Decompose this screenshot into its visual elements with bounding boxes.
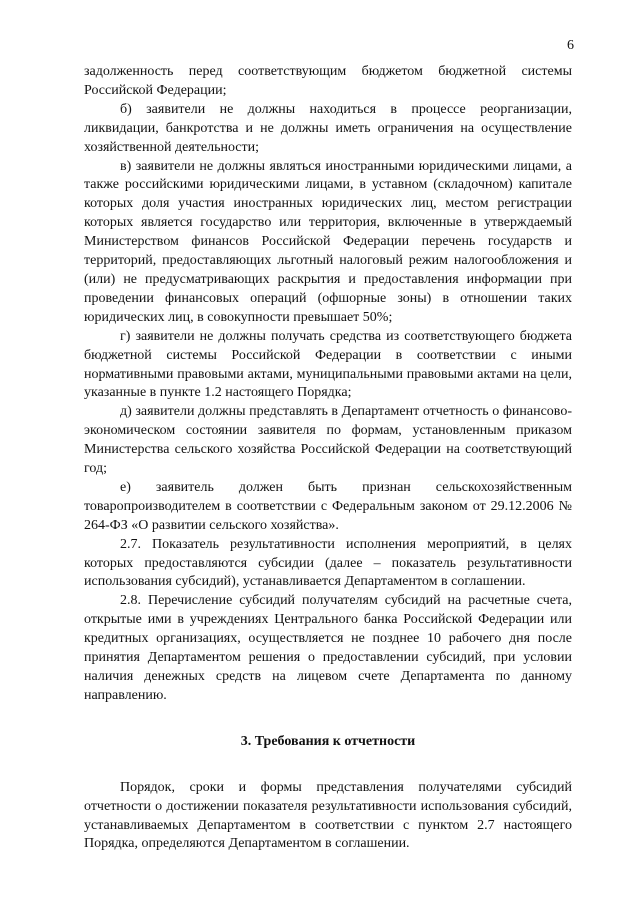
paragraph-2-8: 2.8. Перечисление субсидий получателям субсидий на расчетные счета, открытые ими в учреждениях Центрального банка Российской Федерации или кредитных организациях, осуществляется не позднее 10 рабочего дня после принятия Департаментом решения о предоставлении субсидий, при условии наличия денежных средств на лицевом счете Департамента по данному направлению. [84,593,572,703]
section-heading: 3. Требования к отчетности [240,733,416,749]
page-number: 6 [567,38,574,53]
paragraph-2-7: 2.7. Показатель результативности исполнения мероприятий, в целях которых предоставляются субсидии (далее – показатель результативности использования субсидий), устанавливается Департаментом в соглашении. [84,536,572,590]
document-body [84,63,572,854]
paragraph-reporting: Порядок, сроки и формы представления получателями субсидий отчетности о достижении показателя результативности использования субсидий, устанавливаемых Департаментом в соответствии с пунктом 2.7 настоящего Порядка, определяются Департаментом в соглашении. [84,779,572,852]
paragraph-item-g: г) заявители не должны получать средства из соответствующего бюджета бюджетной системы Российской Федерации в соответствии с иными нормативными правовыми актами, муниципальными правовыми актами на цели, указанные в пункте 1.2 настоящего Порядка; [84,328,572,401]
paragraph-item-v: в) заявители не должны являться иностранными юридическими лицами, а также российскими юридическими лицами, в уставном (складочном) капитале которых доля участия иностранных юридических лиц, местом регистрации которых является государство или территория, включенные в утверждаемый Министерством финансов Российской Федерации перечень государств и территорий, предоставляющих льготный налоговый режим налогообложения и (или) не предусматривающих раскрытия и предоставления информации при проведении финансовых операций (офшорные зоны) в отношении таких юридических лиц, в совокупности превышает 50%; [84,158,572,325]
paragraph-item-d: д) заявители должны представлять в Департамент отчетность о финансово-экономическом состоянии заявителя по формам, установленным приказом Министерства сельского хозяйства Российской Федерации на соответствующий год; [84,404,572,477]
paragraph-item-e: е) заявитель должен быть признан сельскохозяйственным товаропроизводителем в соответствии с Федеральным законом от 29.12.2006 № 264-ФЗ «О развитии сельского хозяйства». [84,479,572,533]
paragraph-item-b: б) заявители не должны находиться в процессе реорганизации, ликвидации, банкротства и не должны иметь ограничения на осуществление хозяйственной деятельности; [84,101,572,155]
paragraph-continuation: задолженность перед соответствующим бюджетом бюджетной системы Российской Федерации; [84,64,572,98]
